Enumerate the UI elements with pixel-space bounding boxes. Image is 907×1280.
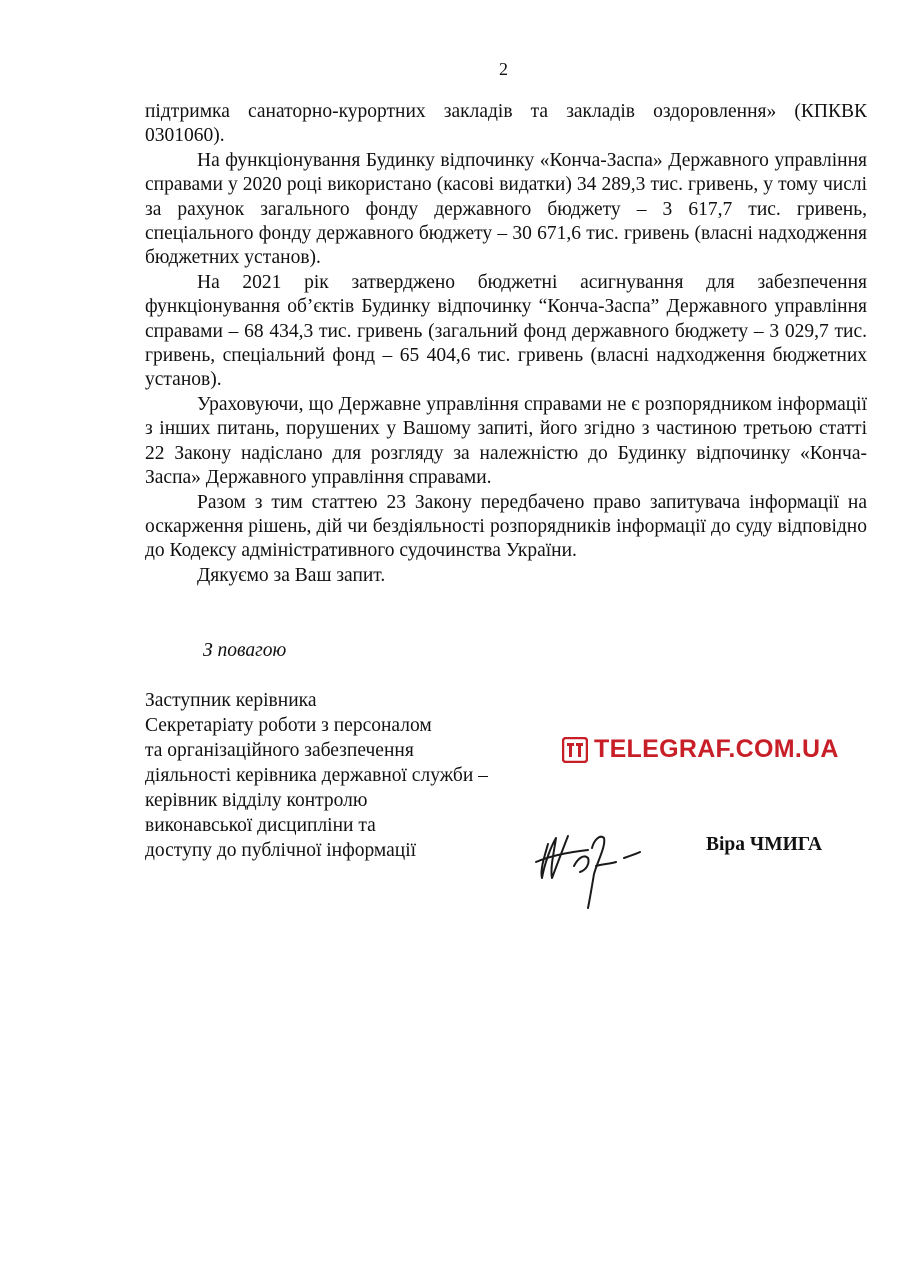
paragraph: На 2021 рік затверджено бюджетні асигнування для забезпечення функціонування об’єктів Будинку відпочинку “Конча-Заспа” Державного управління справами – 68 434,3 тис. гривень (загальний фонд державного бюджету – 3 029,7 тис. гривень, спеціальний фонд – 65 404,6 тис. гривень (власні надходження бюджетних установ). — [145, 271, 867, 391]
paragraph: Разом з тим статтею 23 Закону передбачено право запитувача інформації на оскарження рішень, дій чи бездіяльності розпорядників інформації до суду відповідно до Кодексу адміністративного судочинства України. — [145, 491, 867, 562]
position-line: керівник відділу контролю — [145, 790, 368, 811]
position-line: виконавської дисципліни та — [145, 815, 376, 836]
signer-name: Віра ЧМИГА — [706, 834, 823, 855]
position-line: доступу до публічної інформації — [145, 840, 417, 861]
paragraph: Ураховуючи, що Державне управління справами не є розпорядником інформації з інших питань, порушених у Вашому запиті, його згідно з частиною третьою статті 22 Закону надіслано для розгляду за належністю до Будинку відпочинку «Конча-Заспа» Державного управління справами. — [145, 393, 867, 489]
signer-position — [145, 688, 565, 863]
paragraph: підтримка санаторно-курортних закладів та закладів оздоровлення» (КПКВК 0301060). — [145, 101, 867, 147]
page-number: 2 — [499, 59, 508, 79]
position-line: Секретаріату роботи з персоналом — [145, 715, 432, 736]
position-line: діяльності керівника державної служби – — [145, 765, 488, 786]
paragraph: На функціонування Будинку відпочинку «Конча-Заспа» Державного управління справами у 2020 році використано (касові видатки) 34 289,3 тис. гривень, у тому числі за рахунок загального фонду державного бюджету – 3 617,7 тис. гривень, спеціального фонду державного бюджету – 30 671,6 тис. гривень (власні надходження бюджетних установ). — [145, 149, 867, 269]
paragraph: Дякуємо за Ваш запит. — [197, 564, 386, 586]
closing-phrase: З повагою — [203, 640, 287, 661]
handwritten-signature — [530, 818, 660, 910]
telegraf-watermark — [562, 735, 839, 764]
position-line: Заступник керівника — [145, 690, 317, 711]
letter-body — [145, 100, 867, 588]
watermark-text: TELEGRAF.COM.UA — [594, 735, 839, 763]
position-line: та організаційного забезпечення — [145, 740, 414, 761]
telegraf-logo-icon — [562, 737, 588, 763]
